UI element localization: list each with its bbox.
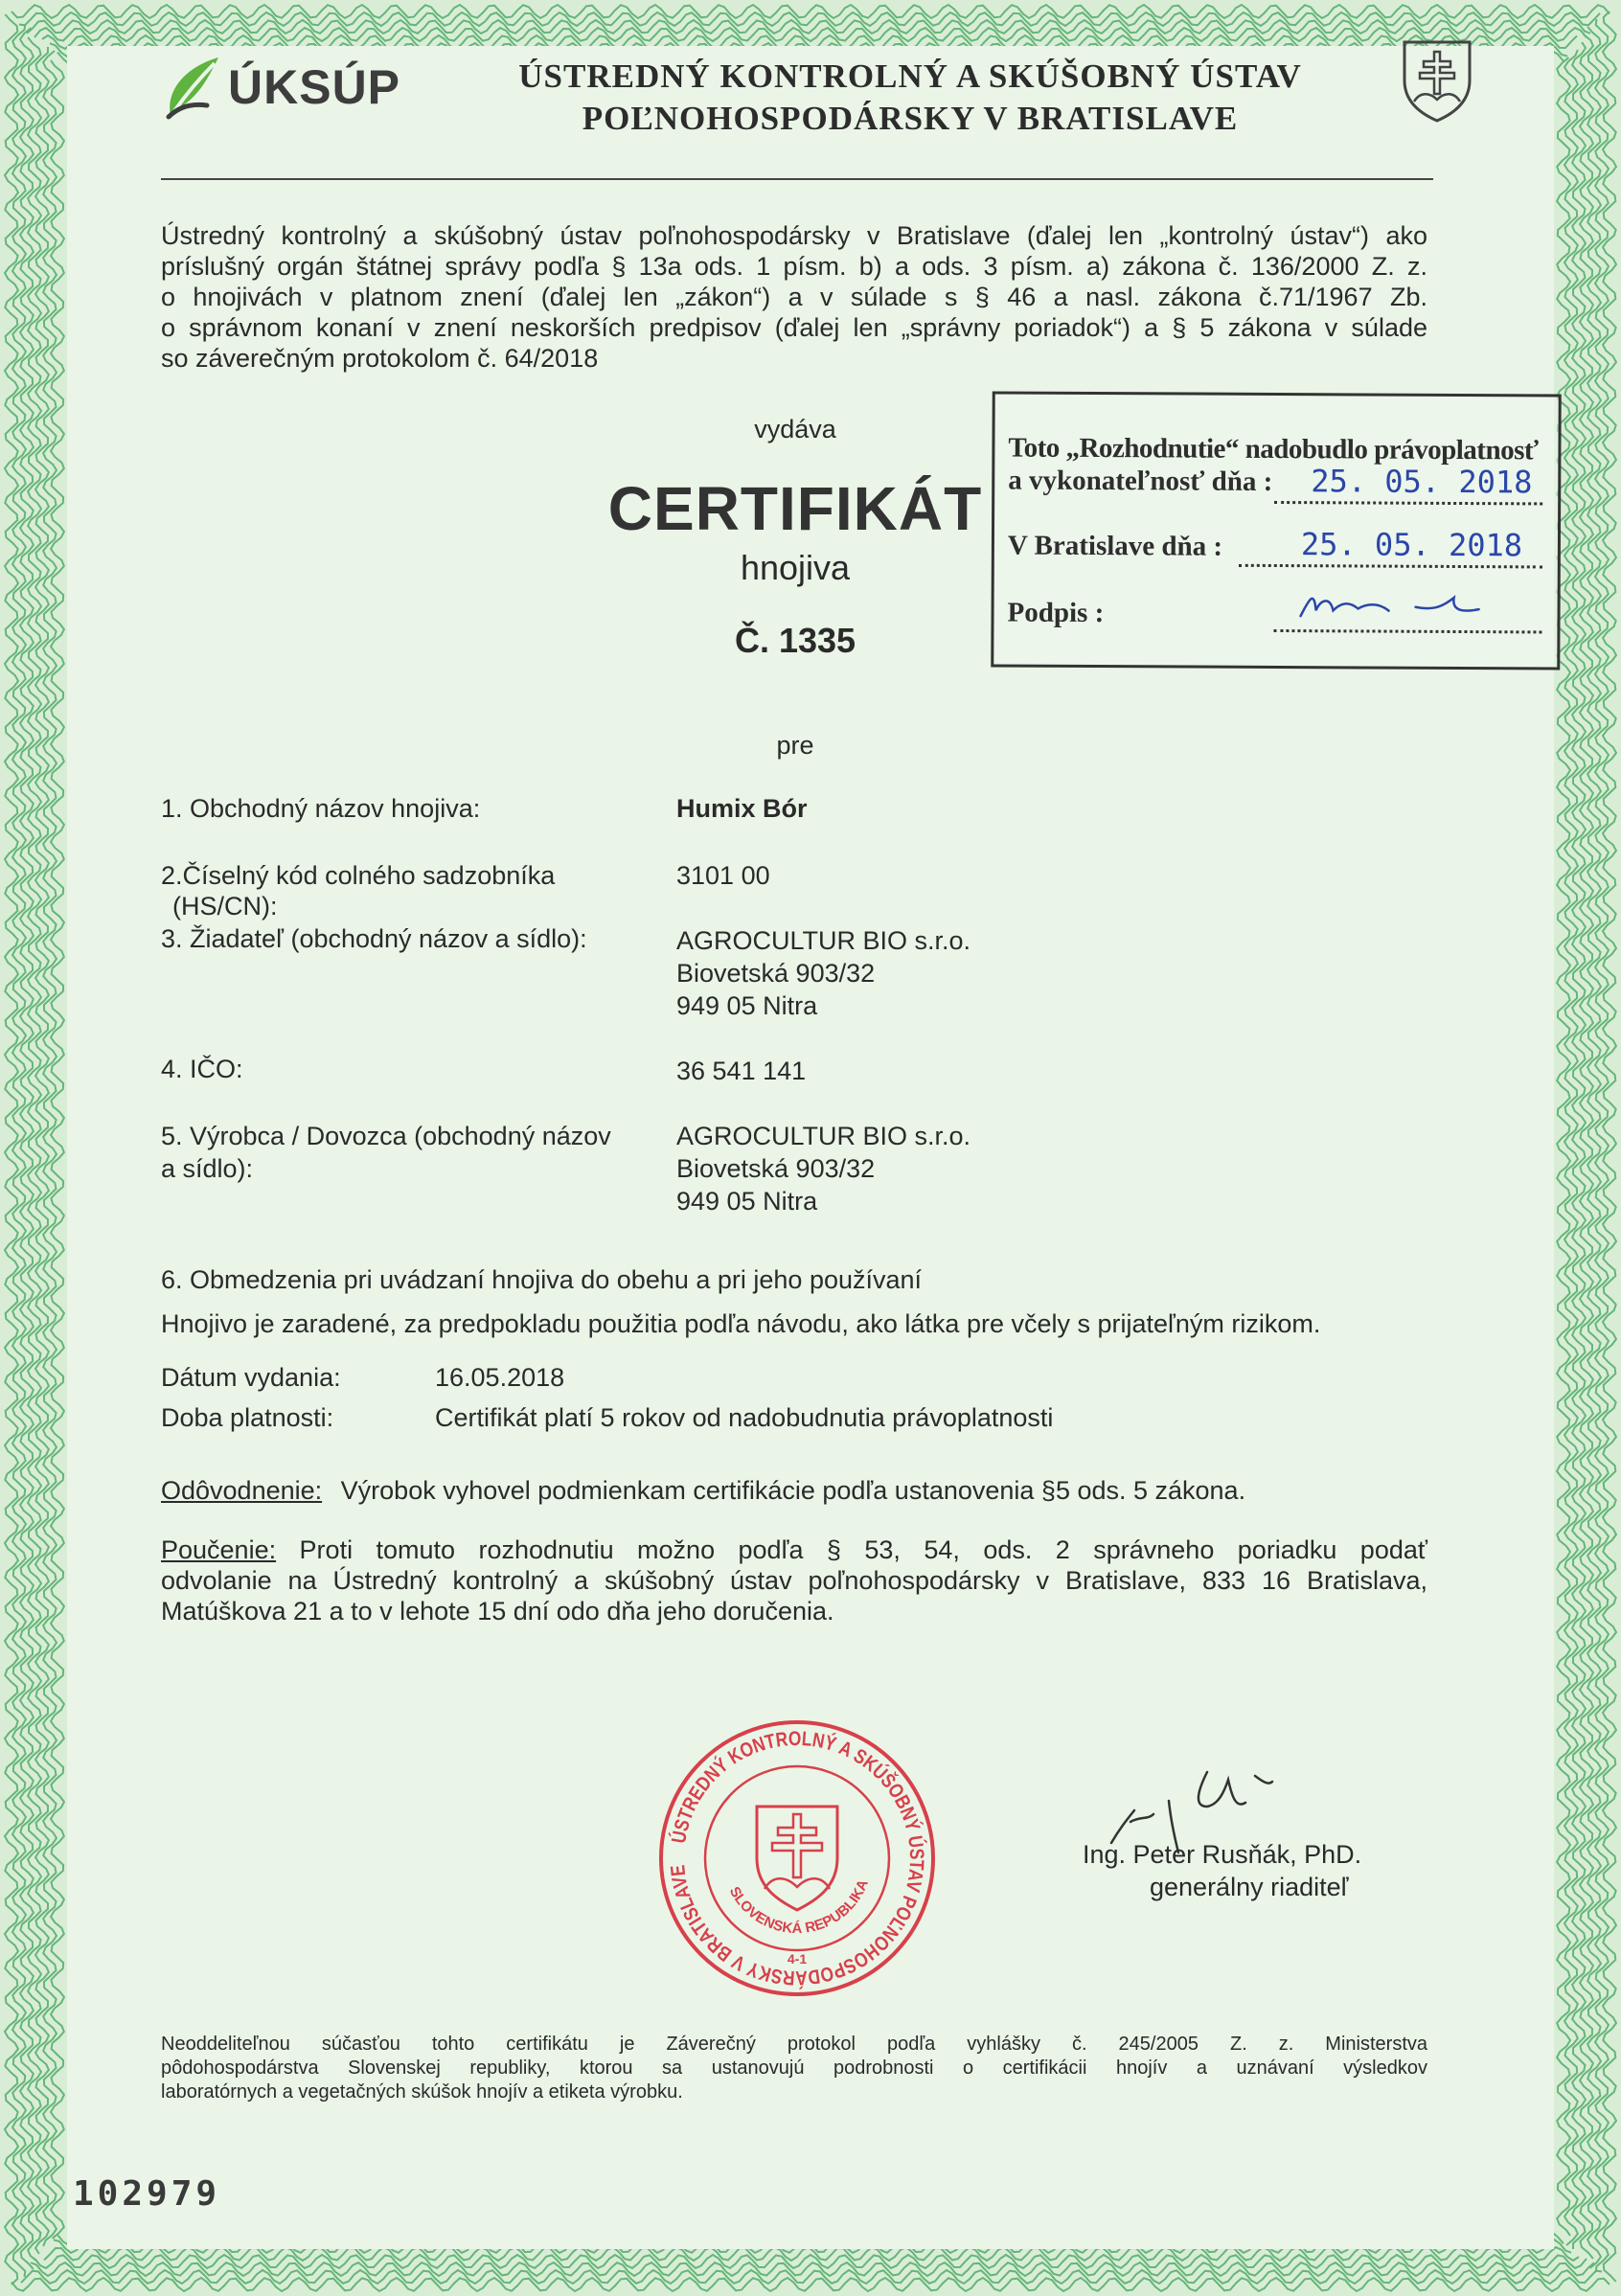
field-3-value-line: AGROCULTUR BIO s.r.o. xyxy=(676,926,971,955)
validity-stamp xyxy=(991,391,1561,670)
stamp-line-3: V Bratislave dňa : xyxy=(1007,530,1223,562)
field-2-value: 3101 00 xyxy=(676,861,770,890)
coat-of-arms-icon xyxy=(1401,38,1473,125)
stamp-line-1: Toto „Rozhodnutie“ nadobudlo právoplatnosť xyxy=(1008,432,1539,466)
intro-line: o hnojivách v platnom znení (ďalej len „zákon“) a v súlade s § 46 a nasl. zákona č.71/1967 Zb. xyxy=(161,283,1427,311)
field-4-label: 4. IČO: xyxy=(161,1055,243,1083)
uksup-logo xyxy=(161,48,448,125)
footer-line: Neoddeliteľnou súčasťou tohto certifikátu je Záverečný protokol podľa vyhlášky č. 245/2005 Z. z. Ministerstva xyxy=(161,2034,1427,2055)
field-1-value: Humix Bór xyxy=(676,794,808,823)
field-5-value-line: AGROCULTUR BIO s.r.o. xyxy=(676,1122,971,1150)
intro-paragraph xyxy=(161,220,1427,374)
instruction-text: Proti tomuto rozhodnutiu možno podľa § 53, 54, ods. 2 správneho poriadku podať xyxy=(299,1535,1427,1564)
intro-line: o správnom konaní v znení neskorších predpisov (ďalej len „správny poriadok“) a § 5 zákona v súlade xyxy=(161,313,1427,342)
svg-text:SLOVENSKÁ REPUBLIKA: SLOVENSKÁ REPUBLIKA xyxy=(725,1876,872,1938)
for-text: pre xyxy=(776,731,814,760)
stamp-dotted-line xyxy=(1239,564,1542,569)
instruction-label: Poučenie: xyxy=(161,1535,277,1564)
justification-label: Odôvodnenie: xyxy=(161,1476,323,1505)
field-3-label: 3. Žiadateľ (obchodný názov a sídlo): xyxy=(161,924,587,953)
justification-text: Výrobok vyhovel podmienkam certifikácie podľa ustanovenia §5 ods. 5 zákona. xyxy=(340,1476,1246,1505)
field-5-label: 5. Výrobca / Dovozca (obchodný názov xyxy=(161,1122,611,1150)
instruction-block xyxy=(161,1534,1427,1626)
issues-text: vydáva xyxy=(754,415,836,443)
field-1-label: 1. Obchodný názov hnojiva: xyxy=(161,794,481,823)
leaf-icon xyxy=(161,48,228,125)
institution-line-1: ÚSTREDNÝ KONTROLNÝ A SKÚŠOBNÝ ÚSTAV xyxy=(518,57,1302,95)
field-3-value-line: 949 05 Nitra xyxy=(676,991,818,1020)
intro-line: príslušný orgán štátnej správy podľa § 13a ods. 1 písm. b) a ods. 3 písm. a) zákona č. 136/2000 Z. z. xyxy=(161,252,1427,281)
footer-note xyxy=(161,2033,1427,2104)
validity-label: Doba platnosti: xyxy=(161,1403,334,1432)
official-seal xyxy=(653,1715,941,2002)
field-5-label-cont: a sídlo): xyxy=(161,1154,254,1183)
field-3-value-line: Biovetská 903/32 xyxy=(676,959,876,988)
svg-text:ÚSTREDNÝ KONTROLNÝ A SKÚŠOBNÝ: ÚSTREDNÝ KONTROLNÝ A SKÚŠOBNÝ ÚSTAV POĽNOHOSPODÁRSKY V BRATISLAVE xyxy=(666,1727,928,1989)
issue-date-label: Dátum vydania: xyxy=(161,1363,341,1392)
stamp-dotted-line xyxy=(1274,501,1542,505)
logo-text: ÚKSÚP xyxy=(228,60,401,114)
restrictions-heading: 6. Obmedzenia pri uvádzaní hnojiva do obehu a pri jeho používaní xyxy=(161,1265,923,1294)
institution-line-2: POĽNOHOSPODÁRSKY V BRATISLAVE xyxy=(582,100,1239,137)
stamp-line-2: a vykonateľnosť dňa : xyxy=(1008,465,1273,497)
issue-date-value: 16.05.2018 xyxy=(435,1363,565,1392)
stamp-signature xyxy=(1290,578,1501,636)
stamp-line-4: Podpis : xyxy=(1007,597,1105,629)
footer-line: laboratórnych a vegetačných skúšok hnojív a etiketa výrobku. xyxy=(161,2081,683,2103)
institution-title xyxy=(460,57,1360,138)
serial-number: 102979 xyxy=(73,2174,221,2214)
header-rule xyxy=(161,178,1433,180)
certificate-title: CERTIFIKÁT xyxy=(607,474,983,543)
footer-line: pôdohospodárstva Slovenskej republiky, ktorou sa ustanovujú podrobnosti o certifikácii hnojív a uznávaní výsledkov xyxy=(161,2057,1427,2079)
validity-value: Certifikát platí 5 rokov od nadobudnutia právoplatnosti xyxy=(435,1403,1054,1432)
field-2-label-cont: (HS/CN): xyxy=(172,892,278,921)
intro-line: so záverečným protokolom č. 64/2018 xyxy=(161,344,599,373)
instruction-line: odvolanie na Ústredný kontrolný a skúšobný ústav poľnohospodársky v Bratislave, 833 16 Bratislava, xyxy=(161,1566,1427,1595)
certificate-number: Č. 1335 xyxy=(734,621,856,660)
stamp-date-1: 25. 05. 2018 xyxy=(1311,463,1533,501)
field-2-label: 2.Číselný kód colného sadzobníka xyxy=(161,861,556,890)
intro-line: Ústredný kontrolný a skúšobný ústav poľnohospodársky v Bratislave (ďalej len „kontrolný ústav“) ako xyxy=(161,221,1427,250)
restrictions-text: Hnojivo je zaradené, za predpokladu použitia podľa návodu, ako látka pre včely s prijateľným rizikom. xyxy=(161,1309,1321,1338)
certificate-subtitle: hnojiva xyxy=(740,548,851,587)
field-5-value-line: 949 05 Nitra xyxy=(676,1187,818,1216)
svg-text:4-1: 4-1 xyxy=(787,1951,808,1966)
justification xyxy=(161,1475,1245,1506)
stamp-date-2: 25. 05. 2018 xyxy=(1300,526,1523,564)
field-4-value: 36 541 141 xyxy=(676,1057,807,1085)
field-5-value-line: Biovetská 903/32 xyxy=(676,1154,876,1183)
signatory-name: Ing. Peter Rusňák, PhD. xyxy=(1083,1840,1362,1869)
signatory-title: generálny riaditeľ xyxy=(1150,1873,1349,1901)
instruction-line xyxy=(161,1534,1427,1565)
instruction-line: Matúškova 21 a to v lehote 15 dní odo dňa jeho doručenia. xyxy=(161,1597,834,1625)
